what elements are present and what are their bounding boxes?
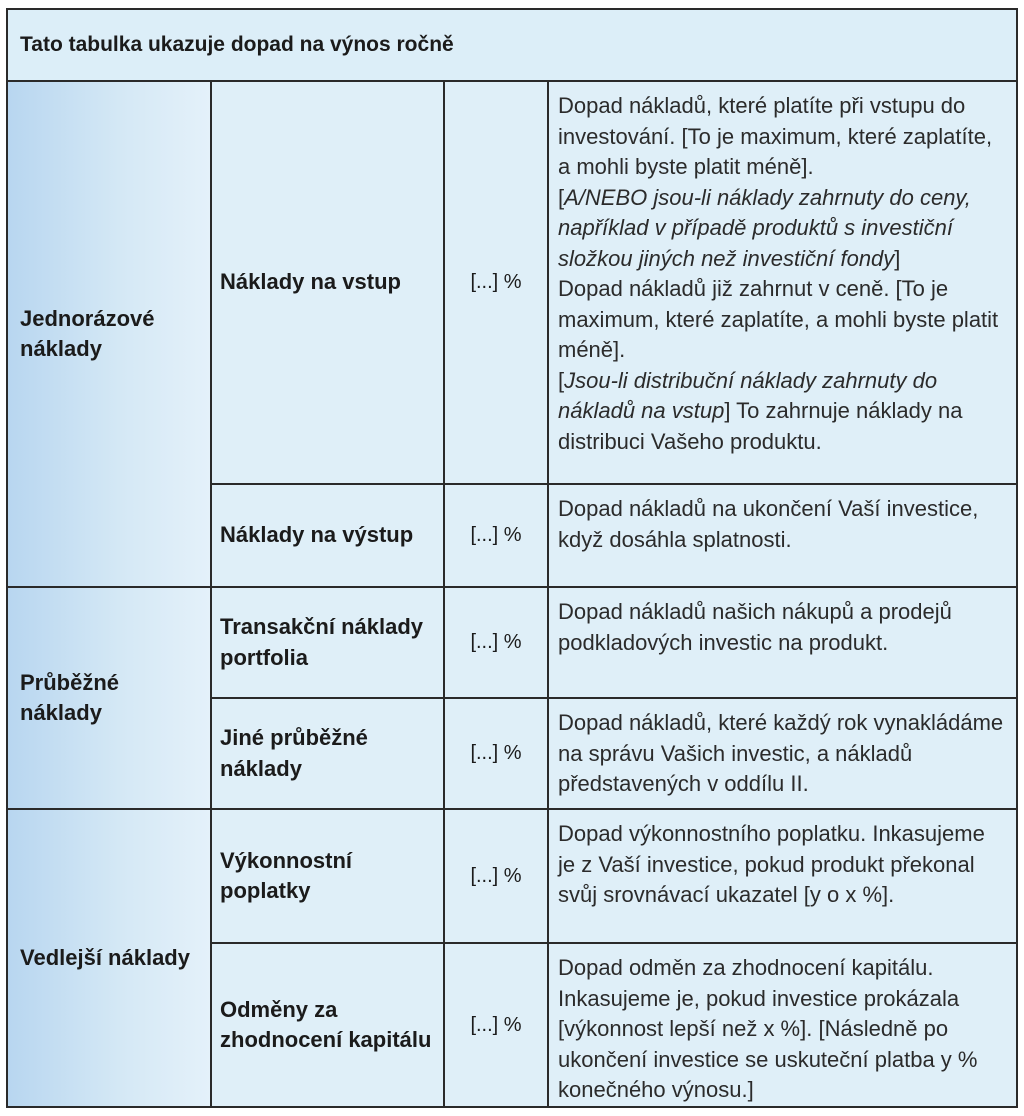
table-row <box>7 809 1017 943</box>
group-label-ongoing: Průběžné náklady <box>7 587 211 809</box>
group-label-one-off: Jednorázové náklady <box>7 81 211 587</box>
cost-value-transaction: [...] % <box>444 587 548 698</box>
desc-paragraph: [Jsou-li distribuční náklady zahrnuty do nákladů na vstup] To zahrnuje náklady na distribuci Vašeho produktu. <box>558 367 963 454</box>
cost-description-carried-interest: Dopad odměn za zhodnocení kapitálu. Inkasujeme je, pokud investice prokázala [výkonnost lepší než x %]. [Následně po ukončení investice se uskuteční platba y % konečného výnosu.] <box>548 943 1017 1107</box>
cost-value-entry: [...] % <box>444 81 548 484</box>
cost-name-performance: Výkonnostní poplatky <box>211 809 444 943</box>
desc-paragraph: Dopad nákladů, které platíte při vstupu do investování. [To je maximum, které zaplatíte, a mohli byste platit méně]. <box>558 93 993 179</box>
cost-description-exit: Dopad nákladů na ukončení Vaší investice, když dosáhla splatnosti. <box>548 484 1017 587</box>
cost-name-other-ongoing: Jiné průběžné náklady <box>211 698 444 809</box>
group-label-incidental: Vedlejší náklady <box>7 809 211 1107</box>
cost-name-exit: Náklady na výstup <box>211 484 444 587</box>
cost-impact-table <box>6 8 1018 1108</box>
table-title-row <box>7 9 1017 81</box>
cost-description-transaction: Dopad nákladů našich nákupů a prodejů podkladových investic na produkt. <box>548 587 1017 698</box>
cost-table-page <box>6 8 1016 1108</box>
cost-description-entry <box>548 81 1017 484</box>
table-row <box>7 587 1017 698</box>
desc-paragraph: Dopad nákladů již zahrnut v ceně. [To je maximum, které zaplatíte, a mohli byste platit méně]. <box>558 276 999 362</box>
cost-value-performance: [...] % <box>444 809 548 943</box>
table-row <box>7 81 1017 484</box>
cost-name-carried-interest: Odměny za zhodnocení kapitálu <box>211 943 444 1107</box>
cost-name-entry: Náklady na vstup <box>211 81 444 484</box>
cost-name-transaction: Transakční náklady portfolia <box>211 587 444 698</box>
cost-description-other-ongoing: Dopad nákladů, které každý rok vynakládáme na správu Vašich investic, a nákladů představených v oddílu II. <box>548 698 1017 809</box>
desc-paragraph: [A/NEBO jsou-li náklady zahrnuty do ceny, například v případě produktů s investiční složkou jiných než investiční fondy] <box>558 184 971 271</box>
cost-value-carried-interest: [...] % <box>444 943 548 1107</box>
cost-value-exit: [...] % <box>444 484 548 587</box>
cost-description-performance: Dopad výkonnostního poplatku. Inkasujeme je z Vaší investice, pokud produkt překonal svůj srovnávací ukazatel [y o x %]. <box>548 809 1017 943</box>
table-title: Tato tabulka ukazuje dopad na výnos ročně <box>7 9 1017 81</box>
cost-value-other-ongoing: [...] % <box>444 698 548 809</box>
